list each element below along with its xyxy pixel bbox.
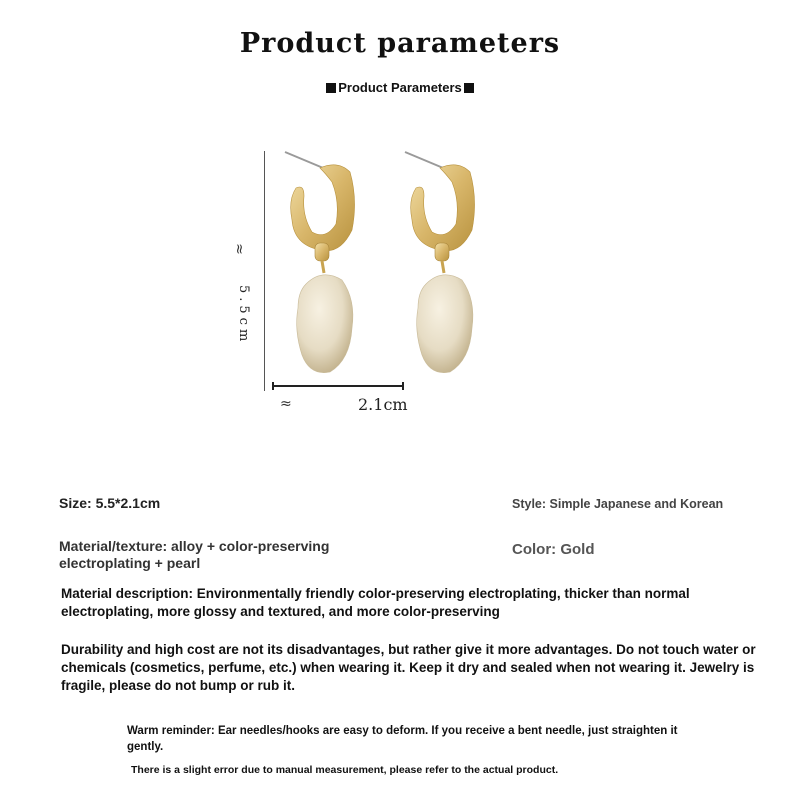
earring-right-image: [400, 150, 520, 385]
spec-material: Material/texture: alloy + color-preserving electroplating + pearl: [59, 538, 330, 571]
durability-note: Durability and high cost are not its disadvantages, but rather give it more advantages. Do not touch water or chemicals (cosmetics, perfume, etc.) when wearing it. Keep it dry and sealed when not wearing it. Jewelry is fragile, please do not bump or rub it.: [61, 642, 756, 693]
spec-color: Color: Gold: [512, 541, 595, 558]
width-dimension-line: [272, 385, 404, 387]
spec-size: Size: 5.5*2.1cm: [59, 495, 161, 511]
warm-reminder: Warm reminder: Ear needles/hooks are easy to deform. If you receive a bent needle, just straighten it gently.: [127, 725, 678, 753]
approx-icon: ≈: [280, 396, 292, 412]
product-image: [225, 145, 525, 425]
square-bullet-icon: [326, 83, 336, 93]
width-dimension-label: 2.1cm: [358, 395, 408, 414]
approx-icon: ≈: [230, 243, 247, 255]
section-subtitle-text: Product Parameters: [338, 80, 462, 95]
page-title: Product parameters: [239, 28, 561, 59]
earring-left-image: [280, 150, 400, 385]
height-dimension-line: [264, 151, 265, 391]
spec-style: Style: Simple Japanese and Korean: [512, 497, 724, 511]
measurement-disclaimer: There is a slight error due to manual measurement, please refer to the actual product.: [131, 764, 559, 776]
height-dimension-label: 5.5cm: [236, 285, 251, 346]
section-subtitle: [0, 80, 800, 95]
material-description: Material description: Environmentally friendly color-preserving electroplating, thicker than normal electroplating, more glossy and textured, and more color-preserving: [61, 586, 690, 619]
square-bullet-icon: [464, 83, 474, 93]
